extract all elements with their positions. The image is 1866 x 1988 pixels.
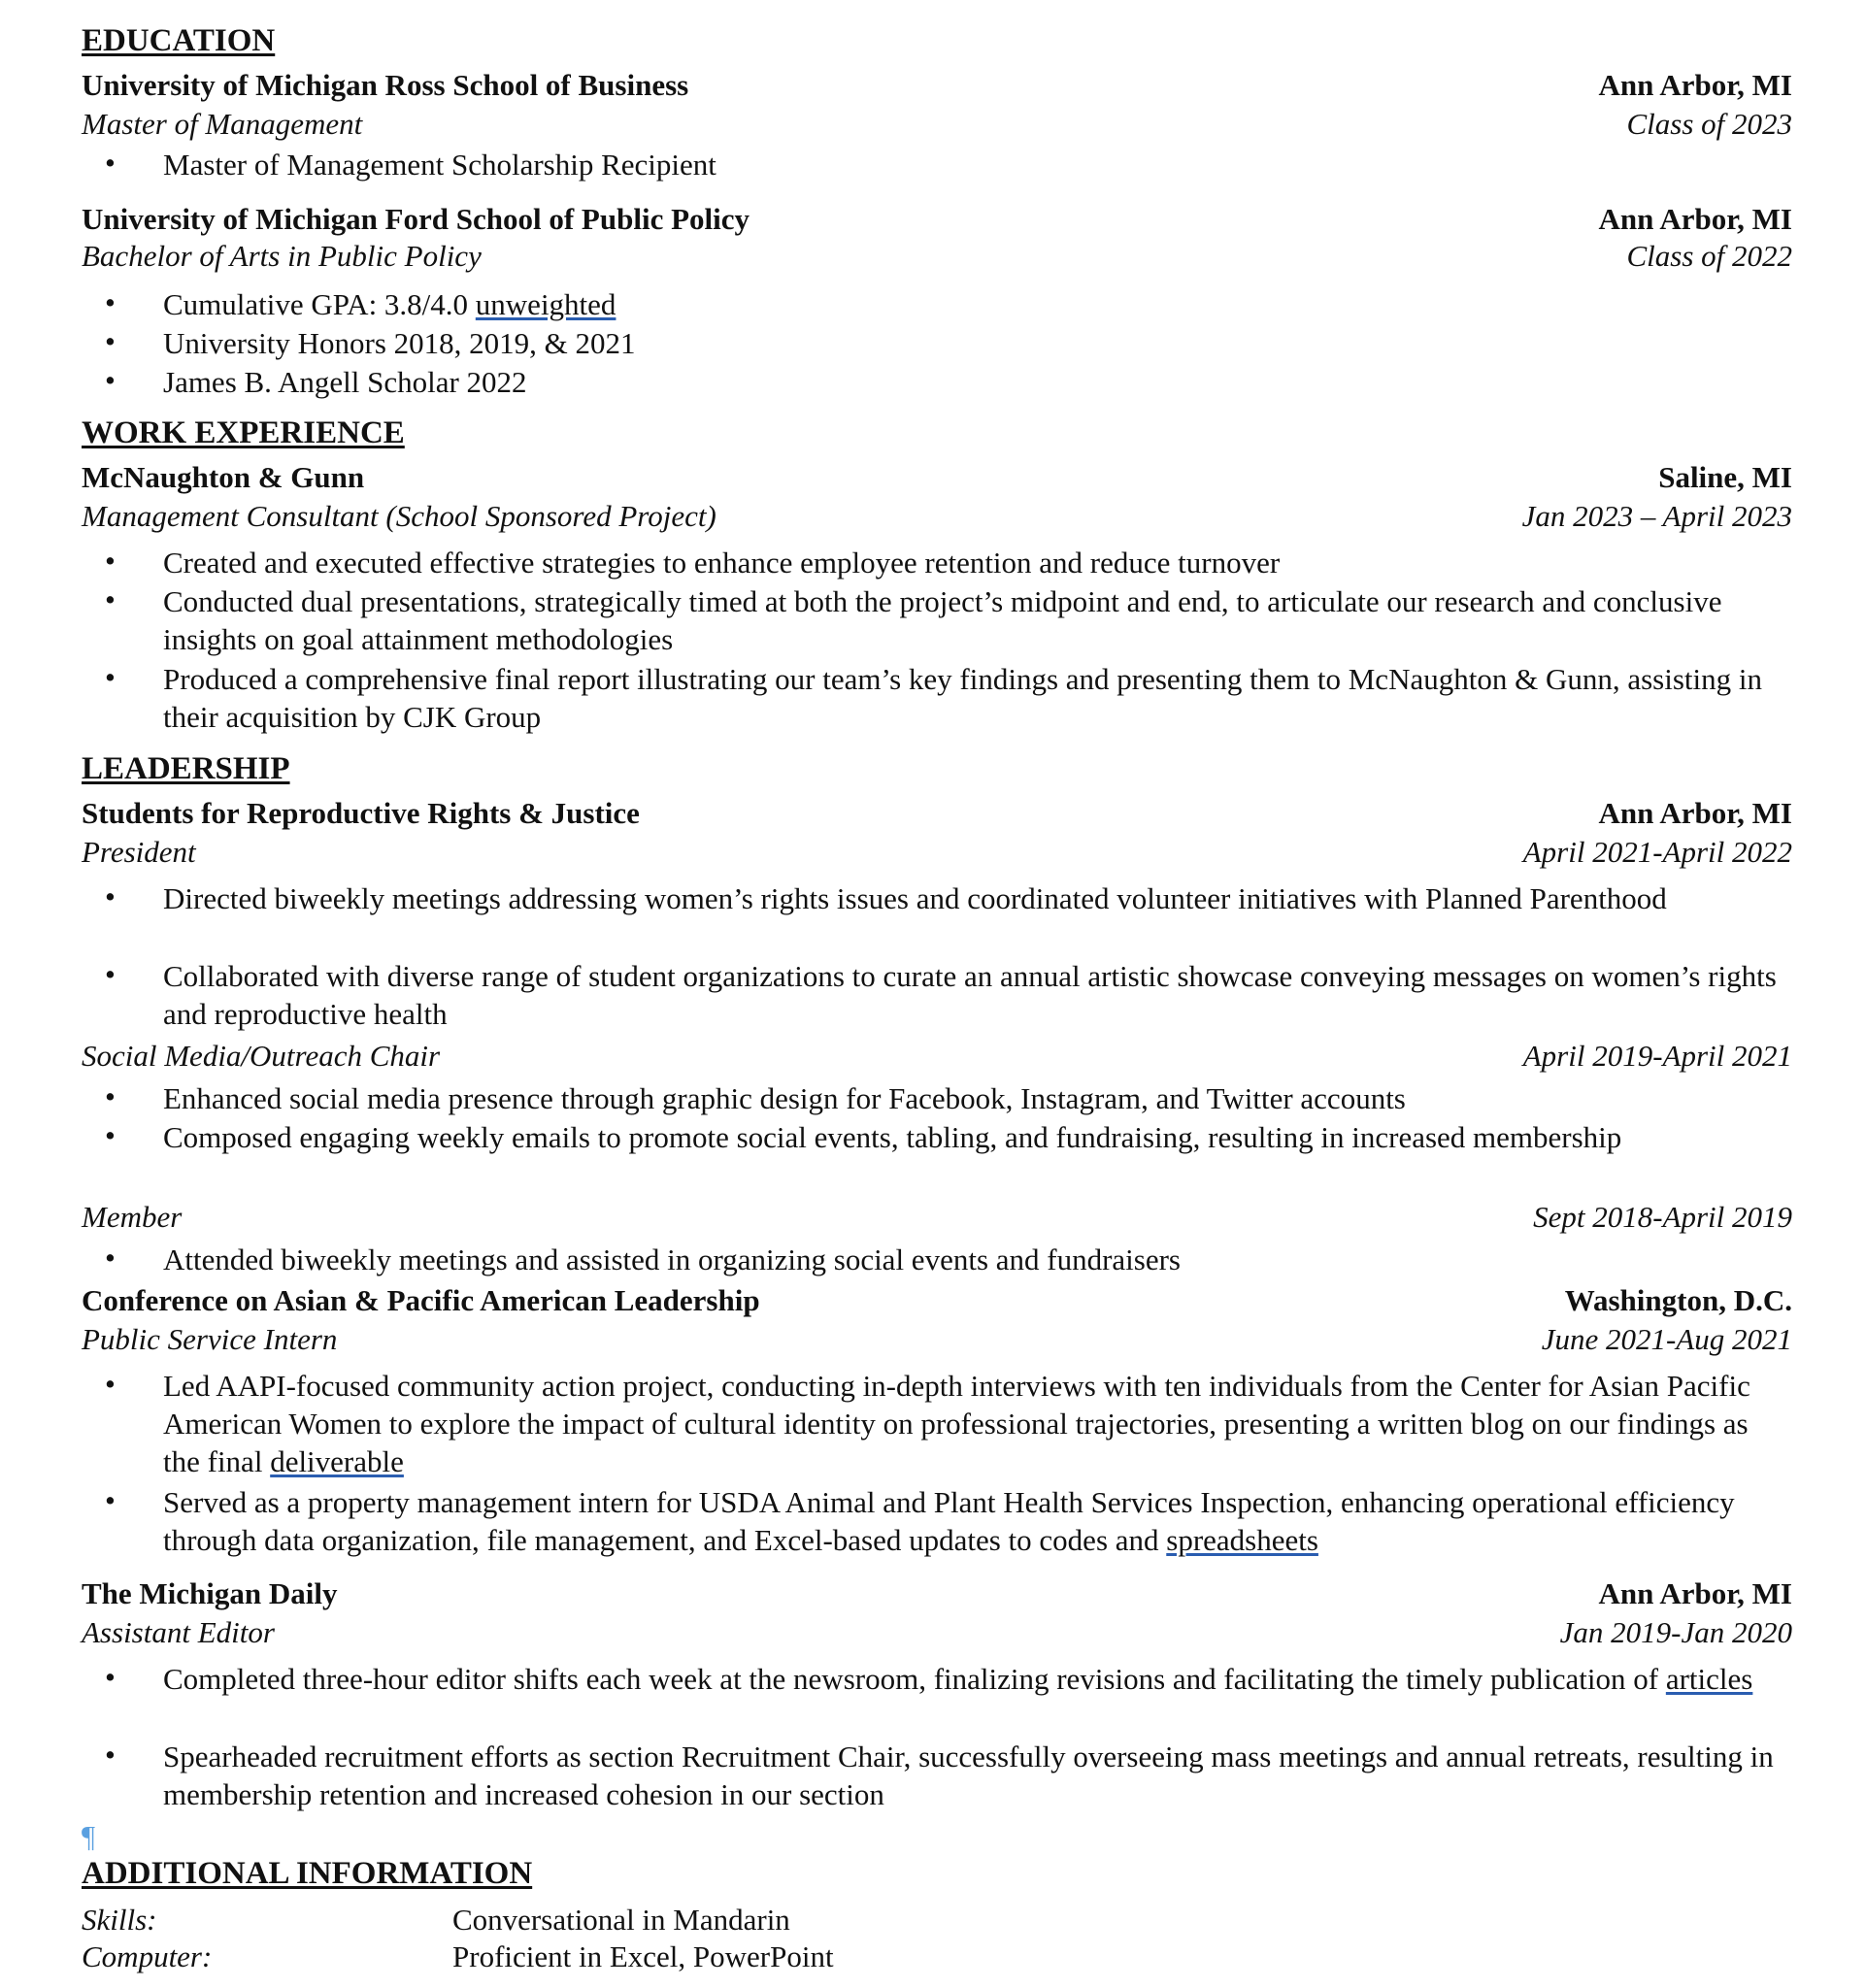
education-org-ross <box>82 68 1792 103</box>
bullet-item <box>105 146 1792 183</box>
org-location: Ann Arbor, MI <box>1598 1576 1792 1610</box>
role-title: President <box>82 835 196 869</box>
education-degree-ford <box>82 239 1792 274</box>
date: April 2021-April 2022 <box>1522 835 1792 869</box>
role-title: Public Service Intern <box>82 1322 338 1356</box>
bullet-glyph: • <box>105 1079 116 1113</box>
leadership-role <box>82 1039 1792 1074</box>
leadership-role <box>82 1322 1792 1357</box>
org-location: Washington, D.C. <box>1564 1283 1792 1317</box>
leadership-role <box>82 835 1792 870</box>
date: June 2021-Aug 2021 <box>1541 1322 1792 1356</box>
bullet-text: Attended biweekly meetings and assisted in organizing social events and fundraisers <box>163 1242 1181 1276</box>
bullet-text: Directed biweekly meetings addressing women’s rights issues and coordinated volunteer initiatives with Planned Parenthood <box>163 881 1667 915</box>
org-name: Conference on Asian & Pacific American Leadership <box>82 1283 760 1317</box>
section-heading-work: WORK EXPERIENCE <box>82 415 405 450</box>
bullet-text: James B. Angell Scholar 2022 <box>163 365 527 399</box>
bullet-item <box>105 285 1792 323</box>
date: Jan 2019-Jan 2020 <box>1559 1615 1792 1649</box>
additional-row-computer <box>82 1939 1792 1974</box>
flagged-word: unweighted <box>475 287 616 321</box>
section-heading-additional: ADDITIONAL INFORMATION <box>82 1856 533 1891</box>
bullet-glyph: • <box>105 1483 116 1517</box>
org-name: McNaughton & Gunn <box>82 460 365 494</box>
bullet-text: University Honors 2018, 2019, & 2021 <box>163 326 636 360</box>
bullet-glyph: • <box>105 1738 116 1772</box>
org-location: Ann Arbor, MI <box>1598 796 1792 830</box>
bullet-text: Spearheaded recruitment efforts as section Recruitment Chair, successfully overseeing mass meetings and annual retreats, resulting in membership retention and increased cohesion in our section <box>163 1740 1774 1811</box>
bullet-glyph: • <box>105 1241 116 1275</box>
role-title: Management Consultant (School Sponsored Project) <box>82 499 716 533</box>
flagged-word: deliverable <box>270 1444 404 1478</box>
org-location: Ann Arbor, MI <box>1598 68 1792 102</box>
bullet-glyph: • <box>105 660 116 694</box>
org-name: The Michigan Daily <box>82 1576 338 1610</box>
role-title: Social Media/Outreach Chair <box>82 1039 441 1073</box>
section-heading-leadership: LEADERSHIP <box>82 751 290 786</box>
degree: Bachelor of Arts in Public Policy <box>82 239 482 273</box>
bullet-item <box>105 1367 1792 1480</box>
bullet-glyph: • <box>105 1660 116 1694</box>
org-name: Students for Reproductive Rights & Justice <box>82 796 640 830</box>
additional-row-skills <box>82 1903 1792 1938</box>
date: Class of 2022 <box>1626 239 1792 273</box>
bullet-text: Enhanced social media presence through graphic design for Facebook, Instagram, and Twitter accounts <box>163 1081 1406 1115</box>
date: Sept 2018-April 2019 <box>1533 1200 1792 1234</box>
bullet-glyph: • <box>105 957 116 991</box>
bullet-text: Led AAPI-focused community action project, conducting in-depth interviews with ten individuals from the Center for Asian Pacific American Women to explore the impact of cultural identity on professional trajectories, presenting a written blog on our findings as the final deliverable <box>163 1369 1750 1478</box>
date: Jan 2023 – April 2023 <box>1521 499 1792 533</box>
bullet-text: Cumulative GPA: 3.8/4.0 unweighted <box>163 287 616 321</box>
bullet-item <box>105 1118 1792 1156</box>
row-label: Skills: <box>82 1903 157 1937</box>
bullet-item <box>105 1483 1792 1559</box>
leadership-org-daily <box>82 1576 1792 1611</box>
bullet-item <box>105 1738 1792 1813</box>
bullet-text: Created and executed effective strategies to enhance employee retention and reduce turnover <box>163 546 1281 580</box>
row-value: Proficient in Excel, PowerPoint <box>452 1939 834 1973</box>
work-org <box>82 460 1792 495</box>
org-name: University of Michigan Ford School of Public Policy <box>82 202 750 236</box>
leadership-org-srrj <box>82 796 1792 831</box>
bullet-glyph: • <box>105 146 116 180</box>
date: April 2019-April 2021 <box>1522 1039 1792 1073</box>
flagged-word: articles <box>1665 1662 1753 1696</box>
bullet-glyph: • <box>105 363 116 397</box>
leadership-role <box>82 1200 1792 1235</box>
flagged-word: spreadsheets <box>1166 1523 1318 1557</box>
bullet-glyph: • <box>105 582 116 616</box>
bullet-glyph: • <box>105 879 116 913</box>
bullet-text: Composed engaging weekly emails to promote social events, tabling, and fundraising, resulting in increased membership <box>163 1120 1622 1154</box>
leadership-org-capal <box>82 1283 1792 1318</box>
bullet-item <box>105 879 1792 917</box>
role-title: Assistant Editor <box>82 1615 275 1649</box>
row-label: Computer: <box>82 1939 213 1973</box>
bullet-text: Produced a comprehensive final report illustrating our team’s key findings and presenting them to McNaughton & Gunn, assisting in their acquisition by CJK Group <box>163 662 1762 734</box>
bullet-item <box>105 582 1792 658</box>
bullet-text: Collaborated with diverse range of student organizations to curate an annual artistic showcase conveying messages on women’s rights and reproductive health <box>163 959 1777 1031</box>
education-degree-ross <box>82 107 1792 142</box>
row-value: Conversational in Mandarin <box>452 1903 790 1937</box>
bullet-item <box>105 1241 1792 1278</box>
bullet-glyph: • <box>105 544 116 578</box>
bullet-glyph: • <box>105 1118 116 1152</box>
empty-paragraph-mark: ¶ <box>82 1819 96 1853</box>
bullet-text: Conducted dual presentations, strategically timed at both the project’s midpoint and end, to articulate our research and conclusive insights on goal attainment methodologies <box>163 584 1722 656</box>
bullet-item <box>105 660 1792 736</box>
section-heading-education: EDUCATION <box>82 23 276 58</box>
education-org-ford <box>82 202 1792 237</box>
role-title: Member <box>82 1200 183 1234</box>
bullet-text: Master of Management Scholarship Recipient <box>163 148 716 182</box>
org-location: Saline, MI <box>1658 460 1792 494</box>
bullet-text: Served as a property management intern for USDA Animal and Plant Health Services Inspection, enhancing operational efficiency through data organization, file management, and Excel-based updates to codes and spreadsheets <box>163 1485 1735 1557</box>
date: Class of 2023 <box>1626 107 1792 141</box>
bullet-item <box>105 544 1792 581</box>
bullet-glyph: • <box>105 1367 116 1401</box>
bullet-text: Completed three-hour editor shifts each week at the newsroom, finalizing revisions and facilitating the timely publication of articles <box>163 1662 1753 1696</box>
bullet-glyph: • <box>105 285 116 319</box>
org-name: University of Michigan Ross School of Business <box>82 68 689 102</box>
bullet-item <box>105 957 1792 1033</box>
org-location: Ann Arbor, MI <box>1598 202 1792 236</box>
work-role <box>82 499 1792 534</box>
bullet-item <box>105 1660 1792 1698</box>
leadership-role <box>82 1615 1792 1650</box>
bullet-item <box>105 363 1792 401</box>
bullet-item <box>105 1079 1792 1117</box>
bullet-glyph: • <box>105 324 116 358</box>
degree: Master of Management <box>82 107 363 141</box>
bullet-item <box>105 324 1792 362</box>
